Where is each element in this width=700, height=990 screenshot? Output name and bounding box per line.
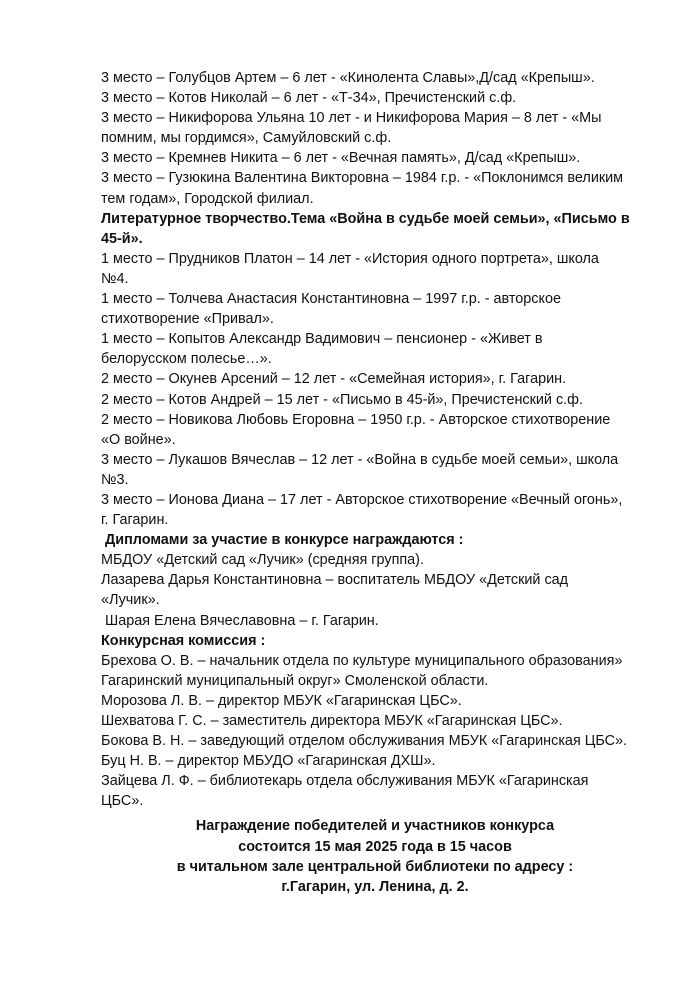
award-line-continued: помним, мы гордимся», Самуйловский с.ф. (101, 130, 392, 147)
commission-member: Бокова В. Н. – заведующий отделом обслуживания МБУК «Гагаринская ЦБС». (101, 733, 628, 750)
award-line: 3 место – Голубцов Артем – 6 лет - «Кинолента Славы»,Д/сад «Крепыш». (101, 70, 595, 86)
award-line: 3 место – Лукашов Вячеслав – 12 лет - «Война в судьбе моей семьи», школа (101, 451, 619, 468)
announcement-line: в читальном зале центральной библиотеки по адресу : (176, 858, 574, 875)
diploma-line: Шарая Елена Вячеславовна – г. Гагарин. (105, 612, 379, 629)
award-line-continued: тем годам», Городской филиал. (101, 190, 314, 207)
award-line: 1 место – Копытов Александр Вадимович – пенсионер - «Живет в (101, 331, 543, 348)
award-line: 2 место – Котов Андрей – 15 лет - «Письмо в 45-й», Пречистенский с.ф. (101, 391, 584, 408)
award-line: 2 место – Окунев Арсений – 12 лет - «Семейная история», г. Гагарин. (101, 371, 567, 388)
commission-member: Зайцева Л. Ф. – библиотекарь отдела обслуживания МБУК «Гагаринская (101, 773, 589, 790)
commission-member: Морозова Л. В. – директор МБУК «Гагаринская ЦБС». (101, 692, 462, 709)
award-line: 3 место – Ионова Диана – 17 лет - Авторское стихотворение «Вечный огонь», (101, 491, 623, 508)
commission-member: Шехватова Г. С. – заместитель директора МБУК «Гагаринская ЦБС». (101, 713, 563, 729)
commission-member: Буц Н. В. – директор МБУДО «Гагаринская ДХШ». (101, 753, 436, 770)
award-line: 3 место – Котов Николай – 6 лет - «Т-34», Пречистенский с.ф. (101, 90, 517, 107)
section-heading-literature: Литературное творчество.Тема «Война в судьбе моей семьи», «Письмо в (101, 210, 630, 227)
announcement-address: г.Гагарин, ул. Ленина, д. 2. (281, 878, 469, 895)
award-line: 3 место – Гузюкина Валентина Викторовна – 1984 г.р. - «Поклонимся великим (101, 170, 624, 187)
document-body (101, 68, 661, 897)
diploma-line-continued: «Лучик». (101, 592, 160, 609)
announcement-line: состоится 15 мая 2025 года в 15 часов (238, 838, 512, 855)
section-heading-literature-continued: 45-й». (101, 230, 143, 247)
award-line-continued: «О войне». (101, 431, 176, 448)
section-heading-commission: Конкурсная комиссия : (101, 632, 266, 649)
ceremony-announcement (101, 816, 661, 896)
section-heading-diplomas: Дипломами за участие в конкурсе награждаются : (105, 532, 464, 549)
award-line-continued: №4. (101, 270, 129, 287)
commission-member-continued: Гагаринский муниципальный округ» Смоленской области. (101, 672, 489, 689)
award-line: 1 место – Прудников Платон – 14 лет - «История одного портрета», школа (101, 250, 599, 267)
award-line-continued: №3. (101, 471, 129, 488)
diploma-line: МБДОУ «Детский сад «Лучик» (средняя группа). (101, 552, 424, 569)
award-line: 1 место – Толчева Анастасия Константиновна – 1997 г.р. - авторское (101, 291, 561, 308)
commission-member-continued: ЦБС». (101, 793, 144, 810)
diploma-line: Лазарева Дарья Константиновна – воспитатель МБДОУ «Детский сад (101, 572, 569, 589)
award-line: 3 место – Кремнев Никита – 6 лет - «Вечная память», Д/сад «Крепыш». (101, 150, 581, 167)
award-line: 2 место – Новикова Любовь Егоровна – 1950 г.р. - Авторское стихотворение (101, 411, 611, 428)
award-line-continued: белорусском полесье…». (101, 351, 272, 368)
announcement-line: Награждение победителей и участников конкурса (195, 818, 555, 835)
award-line: 3 место – Никифорова Ульяна 10 лет - и Никифорова Мария – 8 лет - «Мы (101, 110, 602, 127)
award-line-continued: стихотворение «Привал». (101, 311, 274, 328)
commission-member: Брехова О. В. – начальник отдела по культуре муниципального образования» (101, 652, 623, 669)
award-line-continued: г. Гагарин. (101, 512, 169, 529)
